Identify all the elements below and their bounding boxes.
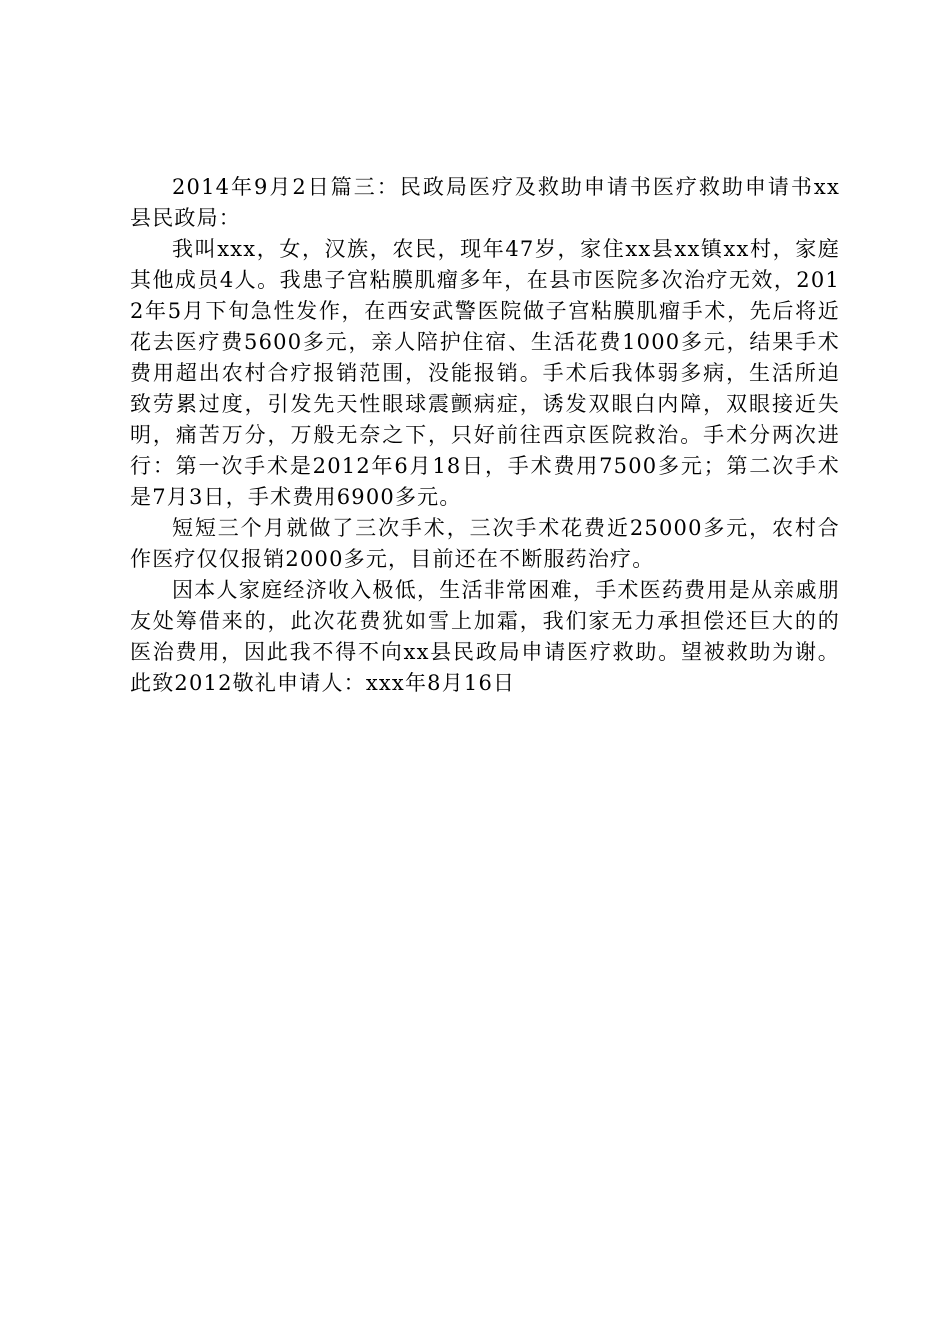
- paragraph-situation: 我叫xxx，女，汉族，农民，现年47岁，家住xx县xx镇xx村，家庭其他成员4人。我患子宫粘膜肌瘤多年，在县市医院多次治疗无效，2012年5月下旬急性发作，在西安武警医院做子宫粘膜肌瘤手术，先后将近花去医疗费5600多元，亲人陪护住宿、生活花费1000多元，结果手术费用超出农村合疗报销范围，没能报销。手术后我体弱多病，生活所迫致劳累过度，引发先天性眼球震颤病症，诱发双眼白内障，双眼接近失明，痛苦万分，万般无奈之下，只好前往西京医院救治。手术分两次进行：第一次手术是2012年6月18日，手术费用7500多元；第二次手术是7月3日，手术费用6900多元。: [130, 237, 840, 509]
- paragraph-surgeries: 短短三个月就做了三次手术，三次手术花费近25000多元，农村合作医疗仅仅报销2000多元，目前还在不断服药治疗。: [130, 516, 840, 571]
- document-body: [130, 172, 840, 699]
- paragraph-heading: 2014年9月2日篇三：民政局医疗及救助申请书医疗救助申请书xx县民政局：: [130, 175, 840, 230]
- paragraph-request: 因本人家庭经济收入极低，生活非常困难，手术医药费用是从亲戚朋友处筹借来的，此次花费犹如雪上加霜，我们家无力承担偿还巨大的的医治费用，因此我不得不向xx县民政局申请医疗救助。望被救助为谢。此致2012敬礼申请人：xxx年8月16日: [130, 578, 840, 695]
